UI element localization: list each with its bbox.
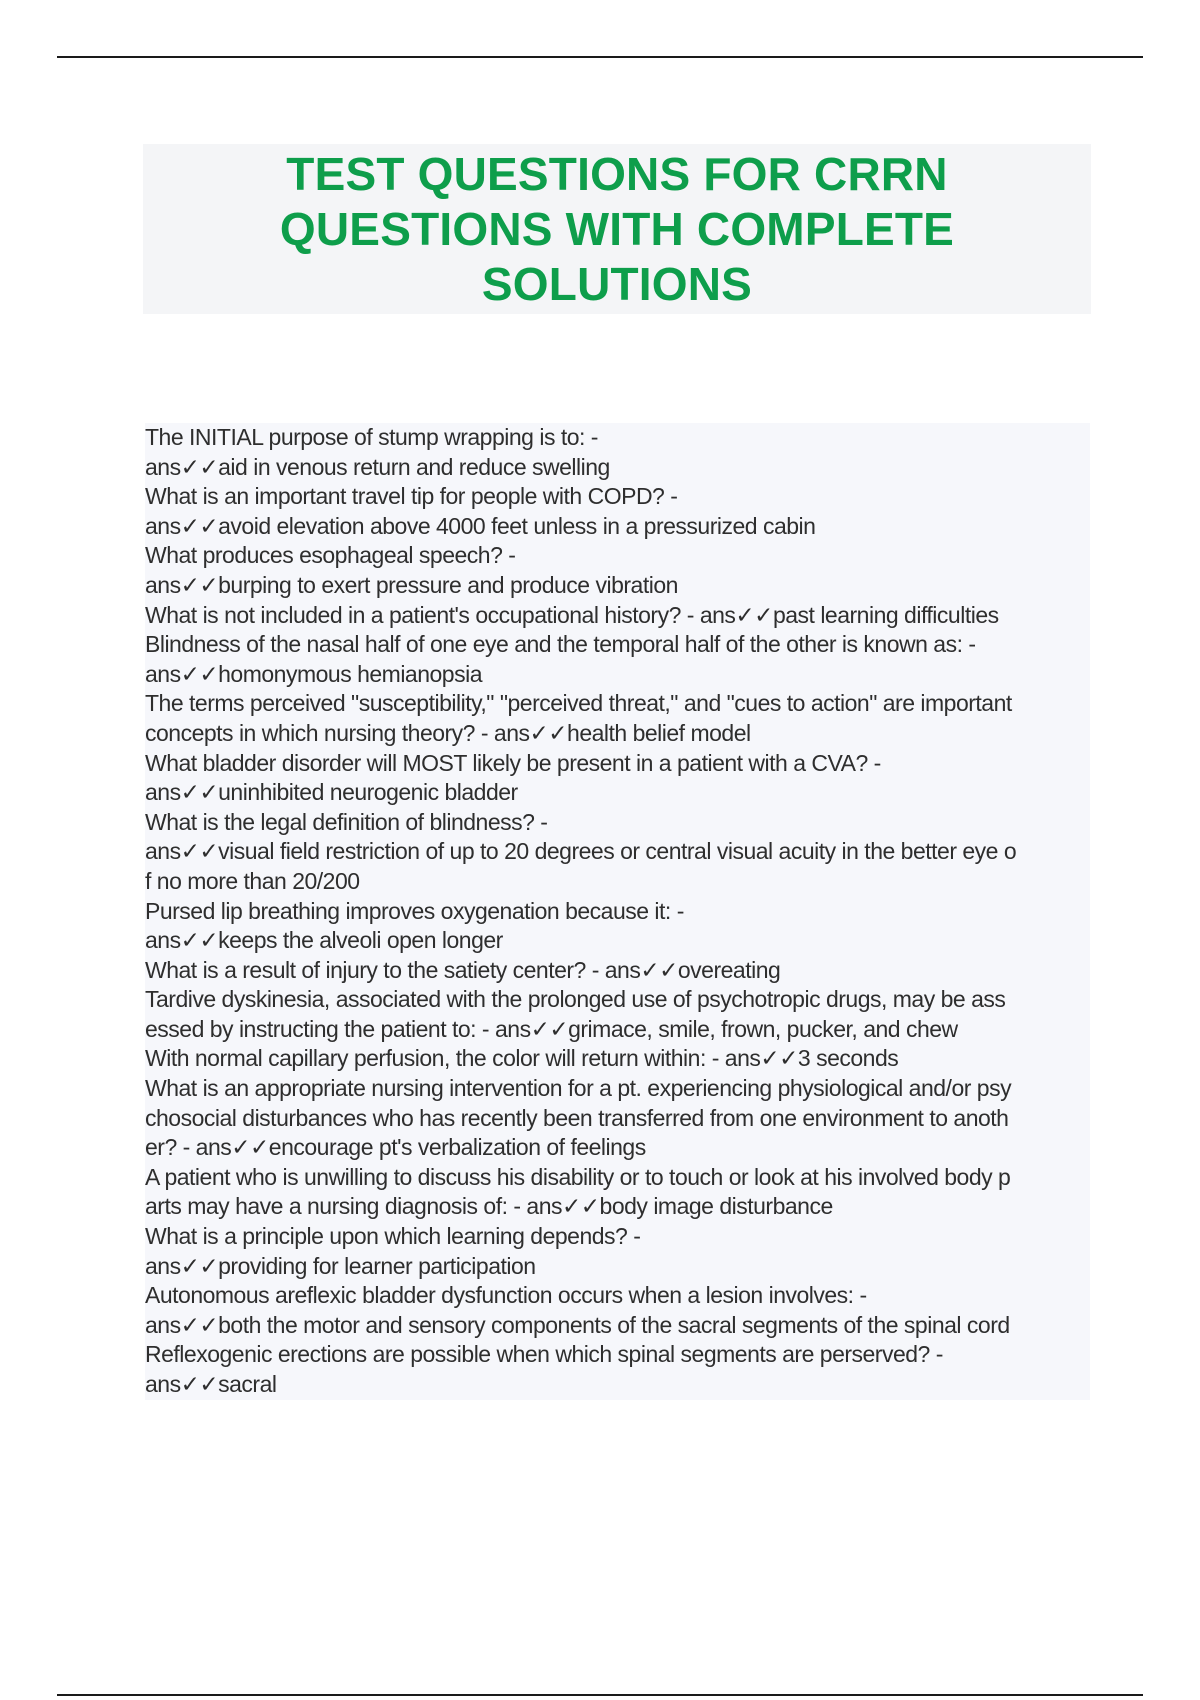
qa-item: What is an important travel tip for people with COPD? - ans✓✓avoid elevation above 4000 feet unless in a pressurized cabin: [145, 483, 816, 539]
qa-item: What is a result of injury to the satiety center? - ans✓✓overeating: [145, 956, 781, 983]
qa-item: The INITIAL purpose of stump wrapping is to: - ans✓✓aid in venous return and reduce swelling: [145, 424, 610, 480]
qa-item: What is an appropriate nursing intervention for a pt. experiencing physiological and/or psy chosocial disturbances who has recently been transferred from one environment to anoth er? - ans✓✓encourage pt's verbalization of feelings: [145, 1075, 1012, 1161]
qa-item: Blindness of the nasal half of one eye and the temporal half of the other is known as: - ans✓✓homonymous hemianopsia: [145, 631, 976, 687]
qa-item: What is a principle upon which learning depends? - ans✓✓providing for learner participation: [145, 1223, 641, 1279]
qa-item: Reflexogenic erections are possible when which spinal segments are perserved? - ans✓✓sacral: [145, 1341, 943, 1397]
qa-item: With normal capillary perfusion, the color will return within: - ans✓✓3 seconds: [145, 1045, 899, 1072]
qa-item: What bladder disorder will MOST likely be present in a patient with a CVA? - ans✓✓uninhibited neurogenic bladder: [145, 749, 881, 806]
qa-item: Autonomous areflexic bladder dysfunction occurs when a lesion involves: - ans✓✓both the motor and sensory components of the sacral segments of the spinal cord: [145, 1282, 1010, 1338]
qa-item: What produces esophageal speech? - ans✓✓burping to exert pressure and produce vibration: [145, 542, 678, 598]
qa-item: Tardive dyskinesia, associated with the prolonged use of psychotropic drugs, may be ass essed by instructing the patient to: - ans✓✓grimace, smile, frown, pucker, and chew: [145, 986, 1006, 1042]
document-title: TEST QUESTIONS FOR CRRN QUESTIONS WITH COMPLETE SOLUTIONS: [279, 147, 955, 310]
qa-item: Pursed lip breathing improves oxygenation because it: - ans✓✓keeps the alveoli open longer: [145, 897, 684, 954]
title-block: [143, 144, 1091, 314]
footer-rule: [57, 1694, 1143, 1696]
qa-item: The terms perceived "susceptibility," "perceived threat," and "cues to action" are important concepts in which nursing theory? - ans✓✓health belief model: [145, 690, 1012, 746]
qa-item: A patient who is unwilling to discuss his disability or to touch or look at his involved body p arts may have a nursing diagnosis of: - ans✓✓body image disturbance: [145, 1163, 1011, 1220]
header-rule: [57, 56, 1143, 58]
qa-item: What is not included in a patient's occupational history? - ans✓✓past learning difficulties: [145, 601, 999, 628]
qa-item: What is the legal definition of blindness? - ans✓✓visual field restriction of up to 20 degrees or central visual acuity in the better eye o f no more than 20/200: [145, 808, 1017, 894]
qa-list: [145, 423, 1090, 1400]
